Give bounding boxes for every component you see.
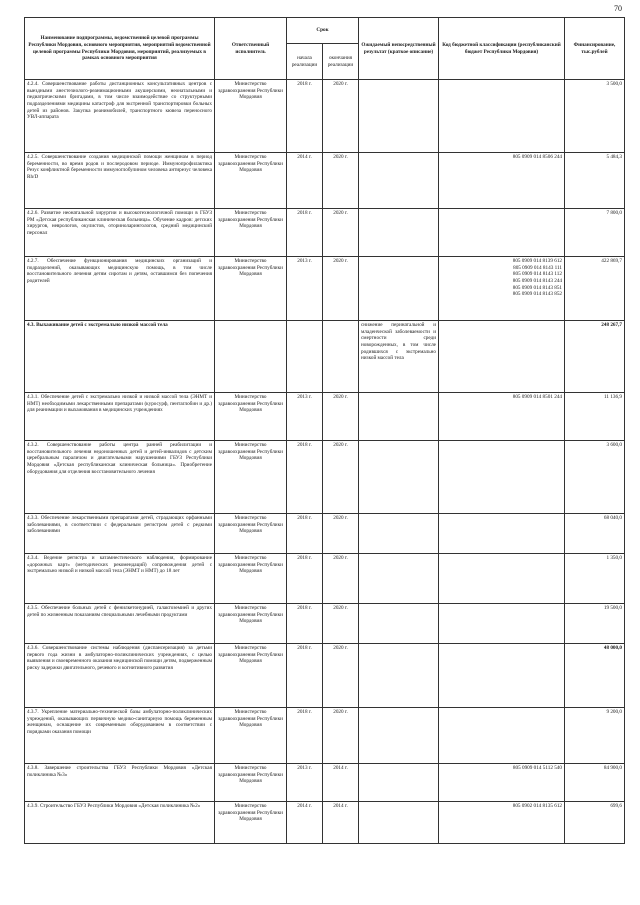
row-end: 2020 г. xyxy=(323,80,359,153)
table-row xyxy=(25,514,625,554)
row-result xyxy=(359,554,439,604)
table-row xyxy=(25,257,625,321)
table-row xyxy=(25,644,625,708)
row-start: 2013 г. xyxy=(287,257,323,321)
row-amount: 11 136,9 xyxy=(565,393,625,441)
row-end: 2020 г. xyxy=(323,708,359,764)
header-term: Срок xyxy=(287,18,359,44)
row-amount: 3 600,0 xyxy=(565,441,625,514)
row-start xyxy=(287,321,323,393)
row-start: 2018 г. xyxy=(287,644,323,708)
row-codes xyxy=(439,209,565,257)
table-row xyxy=(25,393,625,441)
row-codes xyxy=(439,153,565,209)
row-codes xyxy=(439,393,565,441)
row-end: 2020 г. xyxy=(323,644,359,708)
row-executor: Министерство здравоохранения Республики Мордовия xyxy=(215,514,287,554)
row-codes xyxy=(439,802,565,844)
row-amount: 7 800,0 xyxy=(565,209,625,257)
row-executor: Министерство здравоохранения Республики Мордовия xyxy=(215,80,287,153)
row-codes xyxy=(439,257,565,321)
row-end: 2020 г. xyxy=(323,441,359,514)
page-number: 70 xyxy=(614,4,622,13)
row-executor: Министерство здравоохранения Республики Мордовия xyxy=(215,393,287,441)
budget-code: 805 0909 014 8143 851 xyxy=(512,284,562,291)
row-codes xyxy=(439,708,565,764)
row-name: 4.2.7. Обеспечение функционирования медицинских организаций и подразделений, оказывающих медицинскую помощь, в том числе восстановительного лечения детям сиротам и детям, оставшимся без попечения родителей xyxy=(25,257,215,321)
row-executor: Министерство здравоохранения Республики Мордовия xyxy=(215,644,287,708)
row-result xyxy=(359,802,439,844)
row-start: 2018 г. xyxy=(287,441,323,514)
row-start: 2018 г. xyxy=(287,554,323,604)
row-start: 2018 г. xyxy=(287,514,323,554)
table-row xyxy=(25,209,625,257)
table-row xyxy=(25,708,625,764)
row-name: 4.3.6. Совершенствование системы наблюдения (диспансеризация) за детьми первого года жизни в амбулаторно-поликлинических учреждениях, с целью выявления и своевременного оказания медицинской помощи детям, подверженным риску задержки двигательного, речевого и когнитивного развития xyxy=(25,644,215,708)
table-row xyxy=(25,153,625,209)
row-start: 2018 г. xyxy=(287,708,323,764)
header-name: Наименование подпрограммы, ведомственной целевой программы Республики Мордовия, основного мероприятия, мероприятий ведомственной целевой программы Республики Мордовия, мероприятий, реализуемых в рамках основного мероприятия xyxy=(25,18,215,80)
budget-code: 805 0909 014 8143 111 xyxy=(513,264,562,271)
row-codes xyxy=(439,764,565,802)
row-executor: Министерство здравоохранения Республики Мордовия xyxy=(215,554,287,604)
row-name: 4.3. Выхаживание детей с экстремально низкой массой тела xyxy=(25,321,215,393)
row-result xyxy=(359,209,439,257)
row-name: 4.2.6. Развитие неонатальной хирургии и высокотехнологичной помощи в ГБУЗ РМ «Детская республиканская клиническая больница». Обучение кадров: детских хирургов, неврологов, окулистов, оториноларингологов, средний медицинский персонал xyxy=(25,209,215,257)
row-codes xyxy=(439,441,565,514)
row-name: 4.3.1. Обеспечение детей с экстремально низкой и низкой массой тела (ЭНМТ и НМТ) необходимыми лекарственными препаратами (куросурф, пентаглобин и др.) для реанимации и выхаживания в медицинских учреждениях xyxy=(25,393,215,441)
row-end: 2014 г. xyxy=(323,802,359,844)
row-end: 2020 г. xyxy=(323,604,359,644)
row-amount: 1 350,0 xyxy=(565,554,625,604)
table-row xyxy=(25,764,625,802)
row-result xyxy=(359,393,439,441)
row-result xyxy=(359,604,439,644)
row-result xyxy=(359,764,439,802)
row-amount: 699,6 xyxy=(565,802,625,844)
row-amount: 84 900,0 xyxy=(565,764,625,802)
row-amount: 68 040,0 xyxy=(565,514,625,554)
row-end: 2020 г. xyxy=(323,153,359,209)
row-amount: 9 200,0 xyxy=(565,708,625,764)
header-start: начала реализации xyxy=(287,44,323,80)
row-end: 2020 г. xyxy=(323,393,359,441)
row-result xyxy=(359,153,439,209)
row-name: 4.3.7. Укрепление материально-технической базы амбулаторно-поликлинических учреждений, оказывающих первичную медико-санитарную помощь беременным женщинам, оснащение их современным оборудованием в соответствии с порядками оказания помощи xyxy=(25,708,215,764)
row-name: 4.2.5. Совершенствование создания медицинской помощи женщинам в период беременности, во время родов и послеродовом периоде. Иммунопрофилактика Резус конфликтной беременности иммуноглобулином человека антирезус человека Rh/D xyxy=(25,153,215,209)
budget-code: 805 0909 014 8506 244 xyxy=(512,154,562,160)
row-name: 4.3.2. Совершенствование работы центра ранней реабилитации и восстановительного лечения недоношенных детей и детей-инвалидов с детским церебральным параличом и двигательными нарушениями ГБУЗ Республики Мордовия «Детская республиканская клиническая больница». Приобретение оборудования для отделения восстановительного лечения xyxy=(25,441,215,514)
row-amount: 48 000,0 xyxy=(565,644,625,708)
row-amount: 248 267,7 xyxy=(565,321,625,393)
row-codes xyxy=(439,514,565,554)
header-end: окончания реализации xyxy=(323,44,359,80)
row-end: 2020 г. xyxy=(323,257,359,321)
budget-code: 805 0909 014 8143 852 xyxy=(512,291,562,298)
budget-code: 805 0909 014 8143 112 xyxy=(512,271,562,278)
row-executor: Министерство здравоохранения Республики Мордовия xyxy=(215,257,287,321)
budget-code: 805 0909 014 5112 540 xyxy=(512,765,562,771)
row-result xyxy=(359,708,439,764)
row-executor: Министерство здравоохранения Республики Мордовия xyxy=(215,764,287,802)
row-name: 4.3.5. Обеспечение больных детей с фенилкетонурией, галактоземией и других детей по жизненным показаниям специальными лечебными продуктами xyxy=(25,604,215,644)
row-start: 2014 г. xyxy=(287,153,323,209)
header-result: Ожидаемый непосредственный результат (краткое описание) xyxy=(359,18,439,80)
row-end: 2020 г. xyxy=(323,554,359,604)
row-start: 2013 г. xyxy=(287,393,323,441)
row-start: 2018 г. xyxy=(287,209,323,257)
table-row xyxy=(25,80,625,153)
table-row xyxy=(25,321,625,393)
row-result xyxy=(359,257,439,321)
row-codes xyxy=(439,644,565,708)
row-codes xyxy=(439,321,565,393)
row-name: 4.3.3. Обеспечение лекарственными препаратами детей, страдающих орфанными заболеваниями, в соответствии с федеральным регистром детей с редкими заболеваниями xyxy=(25,514,215,554)
budget-code: 805 0909 014 8143 244 xyxy=(512,277,562,284)
program-table xyxy=(24,17,625,844)
row-amount: 19 500,0 xyxy=(565,604,625,644)
row-start: 2014 г. xyxy=(287,802,323,844)
row-codes xyxy=(439,554,565,604)
row-end: 2020 г. xyxy=(323,514,359,554)
row-executor xyxy=(215,321,287,393)
row-name: 4.3.4. Ведение регистра и катамнестического наблюдения, формирование «дорожных карт» (методических рекомендаций) сопровождения детей с экстремально низкой и низкой массой тела (ЭНМТ и НМТ) до 18 лет xyxy=(25,554,215,604)
row-result: снижение перинатальной и младенческой заболеваемости и смертности среди новорожденных, в том числе родившихся с экстремально низкой массой тела xyxy=(359,321,439,393)
row-name: 4.2.4. Совершенствование работы дистанционных консультативных центров с выездными анестезиолого-реанимационными акушерскими, неонатальными и педиатрическими бригадами, в том числе взаимодействие со структурными подразделениями медицины катастроф для экстренной транспортировки больных детей из районов. Закупка реанимобилей, транспортного кювеза переносного УВЛ-аппарата xyxy=(25,80,215,153)
row-result xyxy=(359,514,439,554)
row-executor: Министерство здравоохранения Республики Мордовия xyxy=(215,708,287,764)
row-executor: Министерство здравоохранения Республики Мордовия xyxy=(215,209,287,257)
budget-code: 805 0909 014 8501 244 xyxy=(512,394,562,400)
row-executor: Министерство здравоохранения Республики Мордовия xyxy=(215,604,287,644)
row-end: 2020 г. xyxy=(323,209,359,257)
row-result xyxy=(359,80,439,153)
table-row xyxy=(25,554,625,604)
budget-code: 805 0909 014 8139 612 xyxy=(512,258,562,264)
row-name: 4.3.8. Завершение строительства ГБУЗ Республики Мордовия «Детская поликлиника №3» xyxy=(25,764,215,802)
row-start: 2018 г. xyxy=(287,80,323,153)
header-financing: Финансирование, тыс.рублей xyxy=(565,18,625,80)
row-executor: Министерство здравоохранения Республики Мордовия xyxy=(215,441,287,514)
row-amount: 422 869,7 xyxy=(565,257,625,321)
row-codes xyxy=(439,604,565,644)
row-end xyxy=(323,321,359,393)
row-executor: Министерство здравоохранения Республики Мордовия xyxy=(215,153,287,209)
row-end: 2014 г. xyxy=(323,764,359,802)
row-executor: Министерство здравоохранения Республики Мордовия xyxy=(215,802,287,844)
budget-code: 805 0902 014 8135 612 xyxy=(512,803,562,809)
row-start: 2018 г. xyxy=(287,604,323,644)
row-result xyxy=(359,441,439,514)
row-name: 4.3.9. Строительство ГБУЗ Республики Мордовия «Детская поликлиника №2» xyxy=(25,802,215,844)
table-row xyxy=(25,441,625,514)
header-executor: Ответственный исполнитель xyxy=(215,18,287,80)
table-row xyxy=(25,802,625,844)
row-start: 2013 г. xyxy=(287,764,323,802)
row-amount: 5 484,3 xyxy=(565,153,625,209)
row-codes xyxy=(439,80,565,153)
table-row xyxy=(25,604,625,644)
row-amount: 3 500,0 xyxy=(565,80,625,153)
header-code: Код бюджетной классификации (республиканский бюджет Республики Мордовия) xyxy=(439,18,565,80)
row-result xyxy=(359,644,439,708)
